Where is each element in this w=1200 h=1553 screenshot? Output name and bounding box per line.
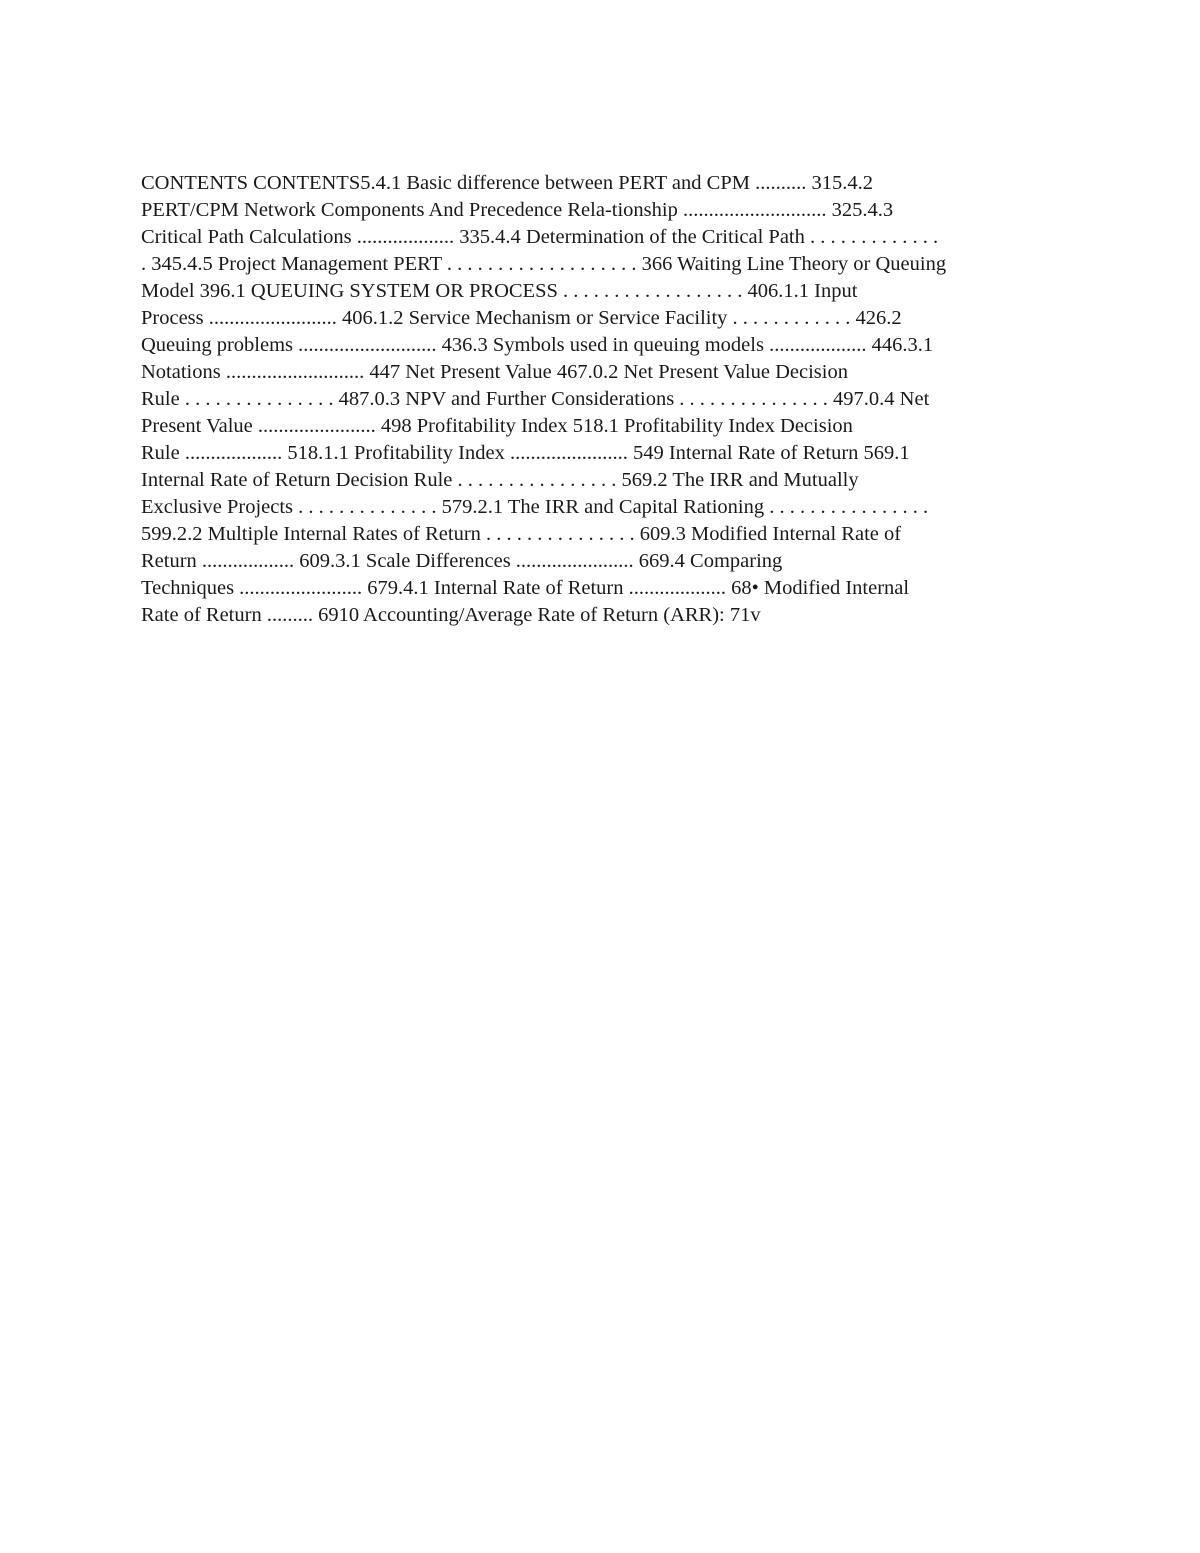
contents-line: Critical Path Calculations ................... 335.4.4 Determination of the Critical Path . . . . . . . . . . . . .	[141, 226, 939, 248]
contents-line: Rule ................... 518.1.1 Profitability Index ....................... 549 Internal Rate of Return 569.1	[141, 442, 910, 464]
contents-line: Rate of Return ......... 6910 Accounting/Average Rate of Return (ARR): 71v	[141, 604, 761, 626]
contents-line: . 345.4.5 Project Management PERT . . . . . . . . . . . . . . . . . . . 366 Waiting Line Theory or Queuing	[141, 253, 947, 275]
contents-line: Rule . . . . . . . . . . . . . . . 487.0.3 NPV and Further Considerations . . . . . . . . . . . . . . . 497.0.4 Net	[141, 388, 930, 410]
contents-line: Queuing problems ........................... 436.3 Symbols used in queuing models ................... 446.3.1	[141, 334, 934, 356]
contents-line: Process ......................... 406.1.2 Service Mechanism or Service Facility . . . . . . . . . . . . 426.2	[141, 307, 902, 329]
contents-line: Techniques ........................ 679.4.1 Internal Rate of Return ................... 68• Modified Internal	[141, 577, 910, 599]
contents-line: Model 396.1 QUEUING SYSTEM OR PROCESS . . . . . . . . . . . . . . . . . . 406.1.1 Input	[141, 280, 858, 302]
contents-line: Notations ........................... 447 Net Present Value 467.0.2 Net Present Value Decision	[141, 361, 848, 383]
contents-line: Exclusive Projects . . . . . . . . . . . . . . 579.2.1 The IRR and Capital Rationing . . . . . . . . . . . . . . . .	[141, 496, 929, 518]
contents-line: PERT/CPM Network Components And Precedence Rela-tionship ............................ 325.4.3	[141, 199, 894, 221]
contents-line: CONTENTS CONTENTS5.4.1 Basic difference between PERT and CPM .......... 315.4.2	[141, 172, 873, 194]
contents-line: Internal Rate of Return Decision Rule . . . . . . . . . . . . . . . . 569.2 The IRR and Mutually	[141, 469, 859, 491]
contents-line: 599.2.2 Multiple Internal Rates of Return . . . . . . . . . . . . . . . 609.3 Modified Internal Rate of	[141, 523, 902, 545]
contents-line: Present Value ....................... 498 Profitability Index 518.1 Profitability Index Decision	[141, 415, 853, 437]
contents-text-block	[141, 170, 1061, 629]
contents-line: Return .................. 609.3.1 Scale Differences ....................... 669.4 Comparing	[141, 550, 783, 572]
